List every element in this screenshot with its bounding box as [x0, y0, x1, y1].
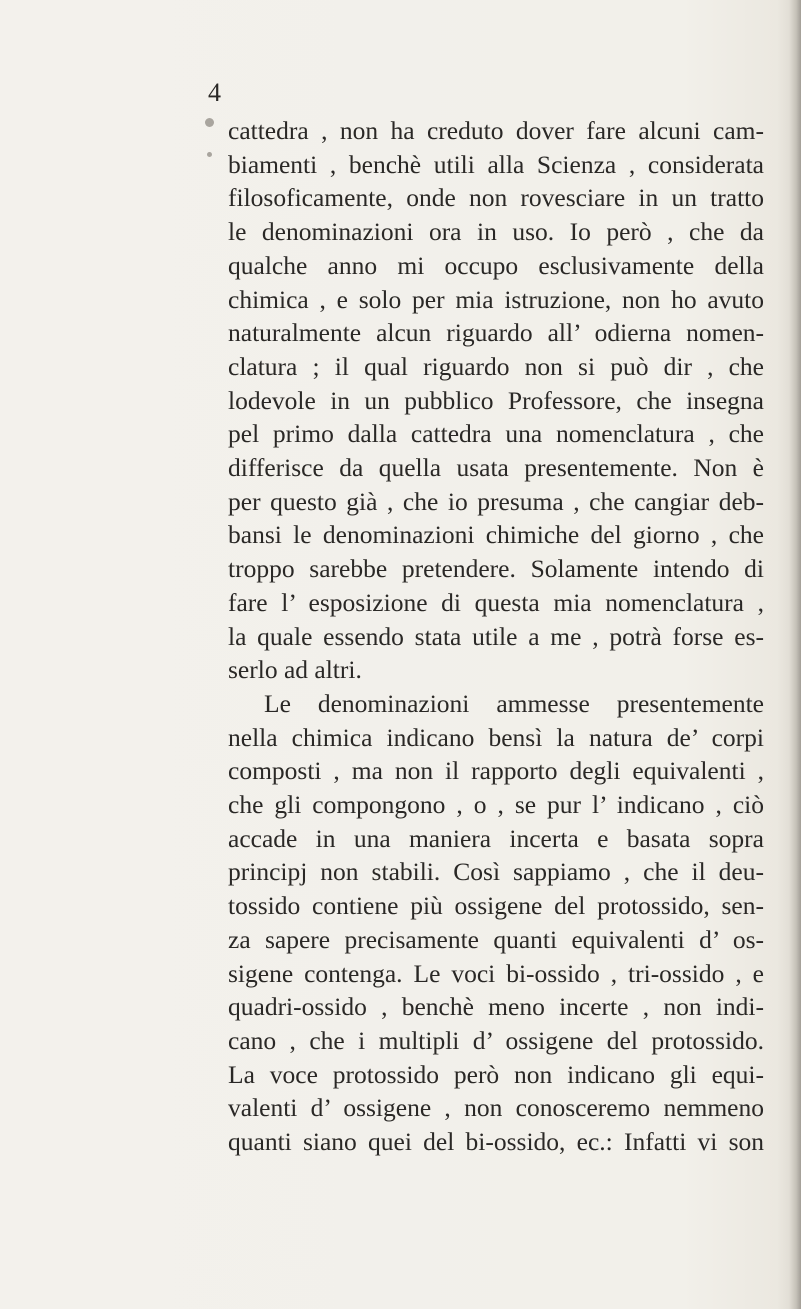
text-line: chimica , e solo per mia istruzione, non ho avuto — [228, 284, 764, 314]
text-line: La voce protossido però non indicano gli equi- — [228, 1059, 764, 1089]
text-line: bansi le denominazioni chimiche del giorno , che — [228, 520, 764, 550]
text-line: sigene contenga. Le voci bi-ossido , tri-ossido , e — [228, 958, 764, 988]
ink-speck — [207, 152, 212, 157]
text-line: serlo ad altri. — [228, 655, 362, 685]
text-line: quanti siano quei del bi-ossido, ec.: Infatti vi son — [228, 1127, 764, 1157]
text-line: accade in una maniera incerta e basata sopra — [228, 823, 764, 853]
text-line: fare l’ esposizione di questa mia nomenclatura , — [228, 587, 764, 617]
text-line: Le denominazioni ammesse presentemente — [264, 688, 764, 718]
page-edge-shadow — [789, 0, 801, 1309]
text-line: quadri-ossido , benchè meno incerte , non indi- — [228, 992, 764, 1022]
text-line: per questo già , che io presuma , che cangiar deb- — [228, 486, 764, 516]
text-line: cano , che i multipli d’ ossigene del protossido. — [228, 1025, 764, 1055]
text-line: che gli compongono , o , se pur l’ indicano , ciò — [228, 790, 764, 820]
text-line: principj non stabili. Così sappiamo , che il deu- — [228, 857, 764, 887]
body-text — [228, 114, 764, 1159]
text-line: la quale essendo stata utile a me , potrà forse es- — [228, 621, 764, 651]
text-line: naturalmente alcun riguardo all’ odierna nomen- — [228, 318, 764, 348]
text-line: filosoficamente, onde non rovesciare in un tratto — [228, 183, 764, 213]
text-line: le denominazioni ora in uso. Io però , che da — [228, 217, 764, 247]
page-number: 4 — [208, 78, 221, 107]
text-line: valenti d’ ossigene , non conosceremo nemmeno — [228, 1093, 764, 1123]
text-line: troppo sarebbe pretendere. Solamente intendo di — [228, 554, 764, 584]
text-line: nella chimica indicano bensì la natura de’ corpi — [228, 722, 764, 752]
text-line: composti , ma non il rapporto degli equivalenti , — [228, 756, 764, 786]
text-line: biamenti , benchè utili alla Scienza , considerata — [228, 149, 764, 179]
text-line: clatura ; il qual riguardo non si può dir , che — [228, 351, 764, 381]
text-line: qualche anno mi occupo esclusivamente della — [228, 250, 764, 280]
text-line: lodevole in un pubblico Professore, che insegna — [228, 385, 764, 415]
text-line: za sapere precisamente quanti equivalenti d’ os- — [228, 924, 764, 954]
text-line: tossido contiene più ossigene del protossido, sen- — [228, 891, 764, 921]
text-line: pel primo dalla cattedra una nomenclatura , che — [228, 419, 764, 449]
text-line: differisce da quella usata presentemente. Non è — [228, 453, 764, 483]
ink-speck — [205, 118, 214, 127]
text-line: cattedra , non ha creduto dover fare alcuni cam- — [228, 116, 764, 145]
